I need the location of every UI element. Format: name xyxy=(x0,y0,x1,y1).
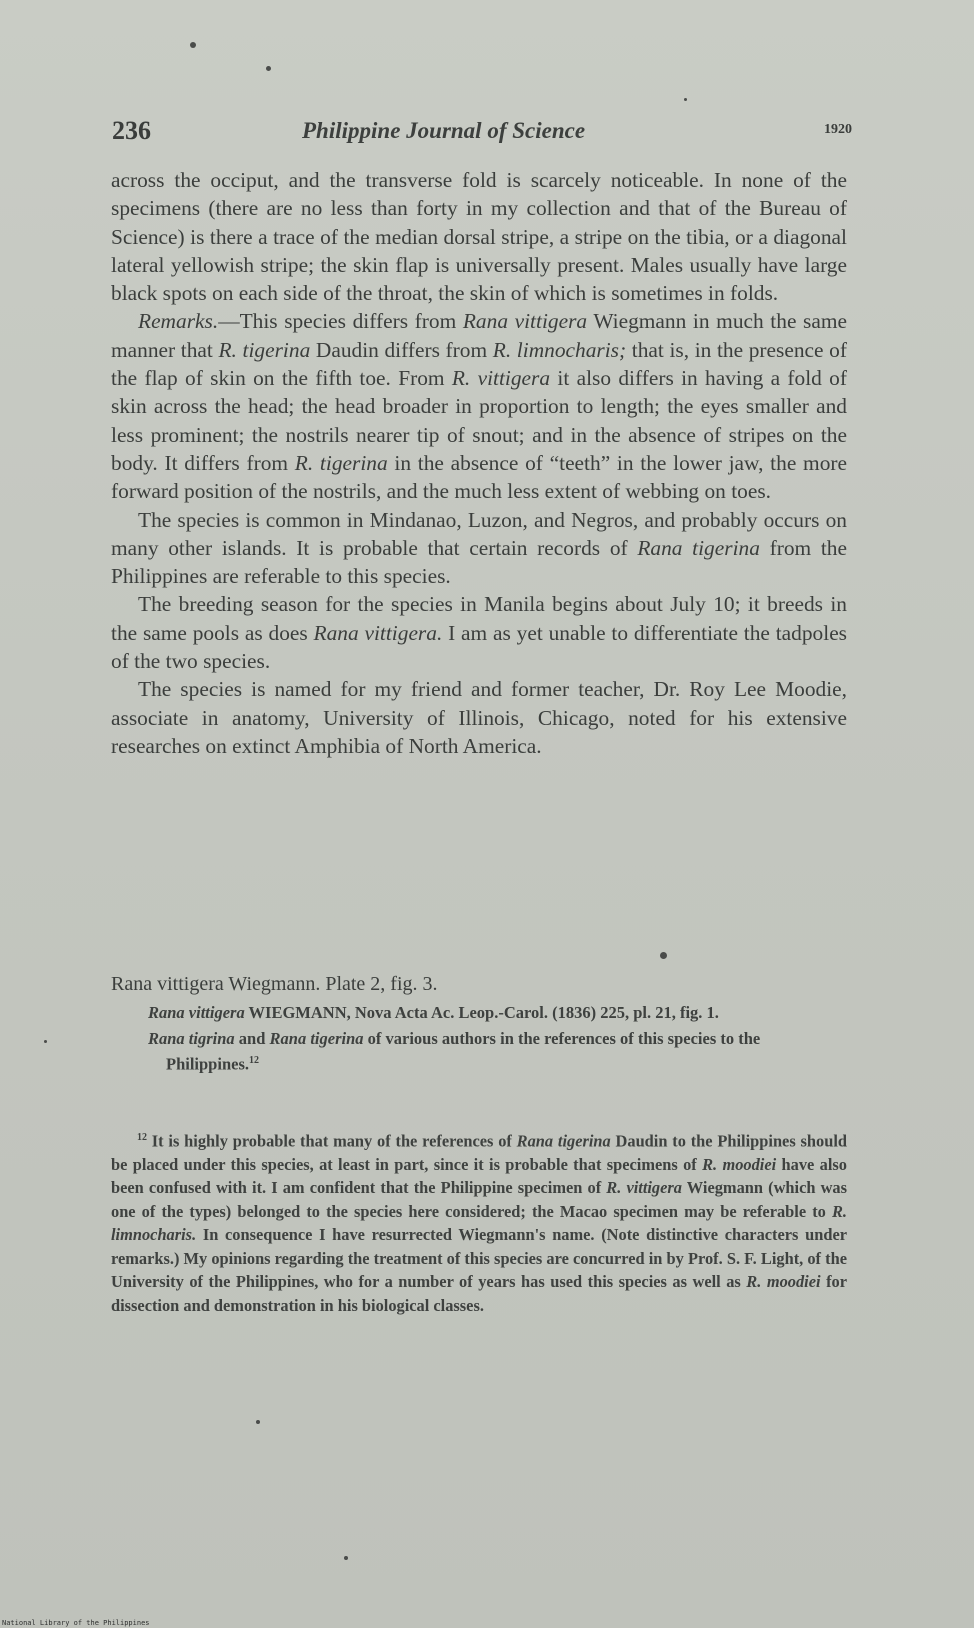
body-text xyxy=(111,166,847,760)
species-name: R. tigerina xyxy=(218,337,311,362)
species-name: R. tigerina xyxy=(294,450,388,475)
speck xyxy=(256,1420,260,1424)
entry-heading: Rana vittigera Wiegmann. Plate 2, fig. 3. xyxy=(111,973,438,995)
speck xyxy=(684,98,687,101)
species-name: R. vittigera xyxy=(451,366,551,391)
remarks-lead: Remarks. xyxy=(138,309,219,334)
paragraph-remarks xyxy=(111,307,847,505)
text-run: for dissection and demonstration in his biological classes. xyxy=(111,1272,847,1315)
text-run: I am as yet unable to differentiate the tadpoles of the two species. xyxy=(111,620,848,674)
species-name: R. moodiei xyxy=(746,1272,821,1292)
speck xyxy=(660,952,667,959)
text-run: Wiegmann in much the same manner that xyxy=(111,309,847,362)
text-run: The species is common in Mindanao, Luzon, and Negros, and probably occurs on many other islands. It is probable that certain records of xyxy=(111,507,847,560)
footnote-reference: 12 xyxy=(249,1055,259,1066)
text-run: Daudin differs from xyxy=(310,337,493,362)
footnote-marker: 12 xyxy=(137,1132,147,1143)
synonym-citation xyxy=(111,1002,847,1024)
text-run: have also been confused with it. I am confident that the Philippine specimen of xyxy=(111,1154,847,1198)
paragraph: The species is named for my friend and former teacher, Dr. Roy Lee Moodie, associate in anatomy, University of Illinois, Chicago, noted for his extensive researches on extinct Amphibia of North America. xyxy=(111,677,847,758)
speck xyxy=(344,1556,348,1560)
footnote xyxy=(111,1126,847,1317)
text-run: In consequence I have resurrected Wiegmann's name. (Note distinctive characters under remarks.) My opinions regarding the treatment of this species are concurred in by Prof. S. F. Light, of the University of the Philippines, who for a number of years has used this species as well as xyxy=(111,1225,847,1292)
species-name: Rana vittigera xyxy=(462,309,588,334)
year: 1920 xyxy=(824,122,852,137)
text-run: Daudin to the Philippines should be placed under this species, at least in part, since it is probable that specimens of xyxy=(111,1131,847,1174)
text-run: Wiegmann (which was one of the types) belonged to the species here considered; the Macao specimen may be referable to xyxy=(111,1178,847,1221)
text-run: and xyxy=(234,1029,270,1048)
species-name: Rana vittigera xyxy=(148,1003,245,1022)
page-number: 236 xyxy=(112,116,151,145)
text-run: The breeding season for the species in Manila begins about July 10; it breeds in the same pools as does xyxy=(111,592,847,645)
text-run: it also differs in having a fold of skin across the head; the head broader in proportion to length; the eyes smaller and less prominent; the nostrils nearer tip of snout; and in the absence of stripes on the body. It differs from xyxy=(111,366,847,475)
text-run: in the absence of “teeth” in the lower jaw, the more forward position of the nostrils, and the much less extent of webbing on toes. xyxy=(111,450,848,504)
species-name: R. vittigera xyxy=(606,1178,682,1198)
text-run: —This species differs from xyxy=(218,309,463,334)
species-name: R. moodiei xyxy=(702,1154,777,1174)
species-name: Rana tigerina xyxy=(516,1131,611,1151)
journal-title: Philippine Journal of Science xyxy=(302,118,586,143)
speck xyxy=(44,1040,47,1043)
text-run: It is highly probable that many of the references of xyxy=(147,1131,517,1151)
speck xyxy=(266,66,271,71)
species-name: R. limnocharis; xyxy=(492,337,627,362)
running-header xyxy=(112,116,852,150)
species-name: Rana vittigera. xyxy=(313,620,443,645)
paragraph xyxy=(111,590,847,675)
text-run: of various authors in the references of this species to the Philippines. xyxy=(166,1029,761,1074)
species-name: Rana tigerina xyxy=(269,1029,364,1048)
species-name: R. limnocharis. xyxy=(111,1201,847,1245)
species-entry xyxy=(111,972,847,1080)
text-run: that is, in the presence of the flap of skin on the fifth toe. From xyxy=(111,337,847,391)
text-run: WIEGMANN, Nova Acta Ac. Leop.-Carol. (1836) 225, pl. 21, fig. 1. xyxy=(244,1003,719,1022)
paragraph: across the occiput, and the transverse fold is scarcely noticeable. In none of the specimens (there are no less than forty in my collection and that of the Bureau of Science) is there a trace of the median dorsal stripe, a stripe on the tibia, or a diagonal lateral yellowish stripe; the skin flap is universally present. Males usually have large black spots on each side of the throat, the skin of which is sometimes in folds. xyxy=(111,168,847,306)
scan-credit: National Library of the Philippines xyxy=(2,1619,150,1627)
text-run: from the Philippines are referable to this species. xyxy=(111,535,847,589)
species-name: Rana tigrina xyxy=(148,1029,235,1048)
species-name: Rana tigerina xyxy=(637,535,760,560)
speck xyxy=(190,42,196,48)
footnote-text xyxy=(111,1126,847,1317)
synonym-citation xyxy=(111,1028,847,1076)
paragraph xyxy=(111,506,847,591)
